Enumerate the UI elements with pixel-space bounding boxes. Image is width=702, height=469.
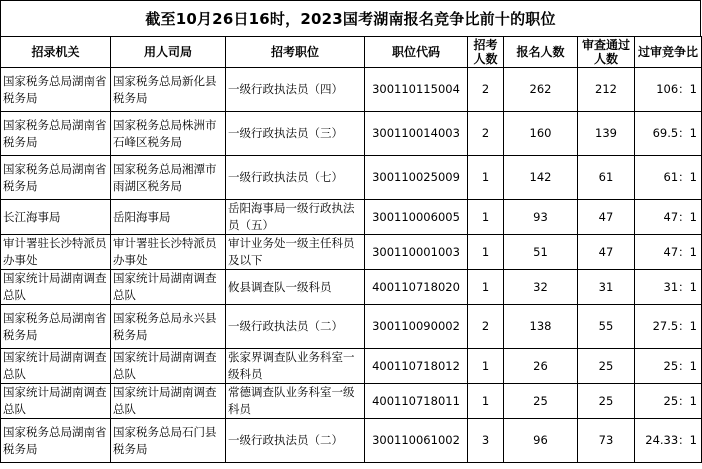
cell-code: 400110718012 bbox=[365, 349, 468, 384]
cell-agency: 国家税务总局湖南省税务局 bbox=[1, 305, 111, 349]
cell-position: 岳阳海事局一级行政执法员（五） bbox=[226, 200, 365, 235]
cell-applicants: 160 bbox=[504, 112, 578, 156]
cell-code: 300110025009 bbox=[365, 156, 468, 200]
cell-applicants: 26 bbox=[504, 349, 578, 384]
cell-ratio: 61：1 bbox=[635, 156, 702, 200]
cell-agency: 审计署驻长沙特派员办事处 bbox=[1, 235, 111, 270]
table-row bbox=[1, 200, 702, 235]
cell-ratio: 27.5：1 bbox=[635, 305, 702, 349]
cell-quota: 2 bbox=[468, 68, 504, 112]
cell-position: 攸县调查队一级科员 bbox=[226, 270, 365, 305]
header-applicants: 报名人数 bbox=[504, 37, 578, 68]
cell-position: 张家界调查队业务科室一级科员 bbox=[226, 349, 365, 384]
cell-ratio: 24.33：1 bbox=[635, 419, 702, 463]
cell-ratio: 25：1 bbox=[635, 349, 702, 384]
cell-approved: 139 bbox=[578, 112, 635, 156]
cell-position: 常德调查队业务科室一级科员 bbox=[226, 384, 365, 419]
cell-agency: 国家税务总局湖南省税务局 bbox=[1, 419, 111, 463]
table-row bbox=[1, 384, 702, 419]
cell-employer: 国家统计局湖南调查总队 bbox=[111, 384, 226, 419]
cell-approved: 55 bbox=[578, 305, 635, 349]
cell-agency: 国家税务总局湖南省税务局 bbox=[1, 112, 111, 156]
cell-agency: 国家统计局湖南调查总队 bbox=[1, 349, 111, 384]
cell-position: 一级行政执法员（三） bbox=[226, 112, 365, 156]
cell-quota: 1 bbox=[468, 235, 504, 270]
cell-approved: 25 bbox=[578, 349, 635, 384]
cell-applicants: 25 bbox=[504, 384, 578, 419]
cell-agency: 国家税务总局湖南省税务局 bbox=[1, 156, 111, 200]
cell-agency: 国家统计局湖南调查总队 bbox=[1, 384, 111, 419]
table-row bbox=[1, 419, 702, 463]
header-position: 招考职位 bbox=[226, 37, 365, 68]
header-agency: 招录机关 bbox=[1, 37, 111, 68]
cell-quota: 2 bbox=[468, 112, 504, 156]
cell-ratio: 106：1 bbox=[635, 68, 702, 112]
cell-ratio: 31：1 bbox=[635, 270, 702, 305]
table-row bbox=[1, 305, 702, 349]
header-quota: 招考人数 bbox=[468, 37, 504, 68]
cell-agency: 国家统计局湖南调查总队 bbox=[1, 270, 111, 305]
cell-quota: 1 bbox=[468, 156, 504, 200]
cell-approved: 61 bbox=[578, 156, 635, 200]
cell-employer: 国家税务总局株洲市石峰区税务局 bbox=[111, 112, 226, 156]
cell-code: 300110014003 bbox=[365, 112, 468, 156]
cell-employer: 国家税务总局新化县税务局 bbox=[111, 68, 226, 112]
cell-employer: 国家统计局湖南调查总队 bbox=[111, 349, 226, 384]
cell-ratio: 69.5：1 bbox=[635, 112, 702, 156]
table-row bbox=[1, 112, 702, 156]
cell-employer: 国家税务总局永兴县税务局 bbox=[111, 305, 226, 349]
cell-ratio: 47：1 bbox=[635, 200, 702, 235]
cell-quota: 1 bbox=[468, 384, 504, 419]
cell-code: 300110006005 bbox=[365, 200, 468, 235]
header-row bbox=[1, 37, 702, 68]
header-code: 职位代码 bbox=[365, 37, 468, 68]
cell-quota: 1 bbox=[468, 200, 504, 235]
table-row bbox=[1, 270, 702, 305]
cell-position: 一级行政执法员（七） bbox=[226, 156, 365, 200]
cell-quota: 2 bbox=[468, 305, 504, 349]
cell-code: 300110061002 bbox=[365, 419, 468, 463]
header-employer: 用人司局 bbox=[111, 37, 226, 68]
cell-quota: 1 bbox=[468, 349, 504, 384]
cell-applicants: 96 bbox=[504, 419, 578, 463]
table-row bbox=[1, 156, 702, 200]
table-row bbox=[1, 68, 702, 112]
cell-code: 300110090002 bbox=[365, 305, 468, 349]
cell-approved: 73 bbox=[578, 419, 635, 463]
cell-approved: 47 bbox=[578, 235, 635, 270]
cell-applicants: 32 bbox=[504, 270, 578, 305]
cell-approved: 47 bbox=[578, 200, 635, 235]
cell-quota: 1 bbox=[468, 270, 504, 305]
cell-quota: 3 bbox=[468, 419, 504, 463]
cell-employer: 国家统计局湖南调查总队 bbox=[111, 270, 226, 305]
cell-applicants: 51 bbox=[504, 235, 578, 270]
cell-agency: 国家税务总局湖南省税务局 bbox=[1, 68, 111, 112]
cell-employer: 岳阳海事局 bbox=[111, 200, 226, 235]
cell-code: 300110115004 bbox=[365, 68, 468, 112]
cell-position: 一级行政执法员（二） bbox=[226, 305, 365, 349]
cell-employer: 国家税务总局湘潭市雨湖区税务局 bbox=[111, 156, 226, 200]
cell-agency: 长江海事局 bbox=[1, 200, 111, 235]
cell-position: 审计业务处一级主任科员及以下 bbox=[226, 235, 365, 270]
cell-approved: 31 bbox=[578, 270, 635, 305]
cell-code: 300110001003 bbox=[365, 235, 468, 270]
cell-ratio: 25：1 bbox=[635, 384, 702, 419]
ranking-table bbox=[0, 36, 702, 463]
cell-code: 400110718011 bbox=[365, 384, 468, 419]
table-row bbox=[1, 235, 702, 270]
header-approved: 审查通过人数 bbox=[578, 37, 635, 68]
table-row bbox=[1, 349, 702, 384]
table-title: 截至10月26日16时，2023国考湖南报名竞争比前十的职位 bbox=[0, 0, 701, 36]
cell-applicants: 138 bbox=[504, 305, 578, 349]
cell-employer: 国家税务总局石门县税务局 bbox=[111, 419, 226, 463]
cell-ratio: 47：1 bbox=[635, 235, 702, 270]
header-ratio: 过审竞争比 bbox=[635, 37, 702, 68]
cell-employer: 审计署驻长沙特派员办事处 bbox=[111, 235, 226, 270]
cell-code: 400110718020 bbox=[365, 270, 468, 305]
cell-position: 一级行政执法员（四） bbox=[226, 68, 365, 112]
cell-approved: 212 bbox=[578, 68, 635, 112]
cell-approved: 25 bbox=[578, 384, 635, 419]
cell-applicants: 93 bbox=[504, 200, 578, 235]
cell-position: 一级行政执法员（二） bbox=[226, 419, 365, 463]
cell-applicants: 142 bbox=[504, 156, 578, 200]
cell-applicants: 262 bbox=[504, 68, 578, 112]
